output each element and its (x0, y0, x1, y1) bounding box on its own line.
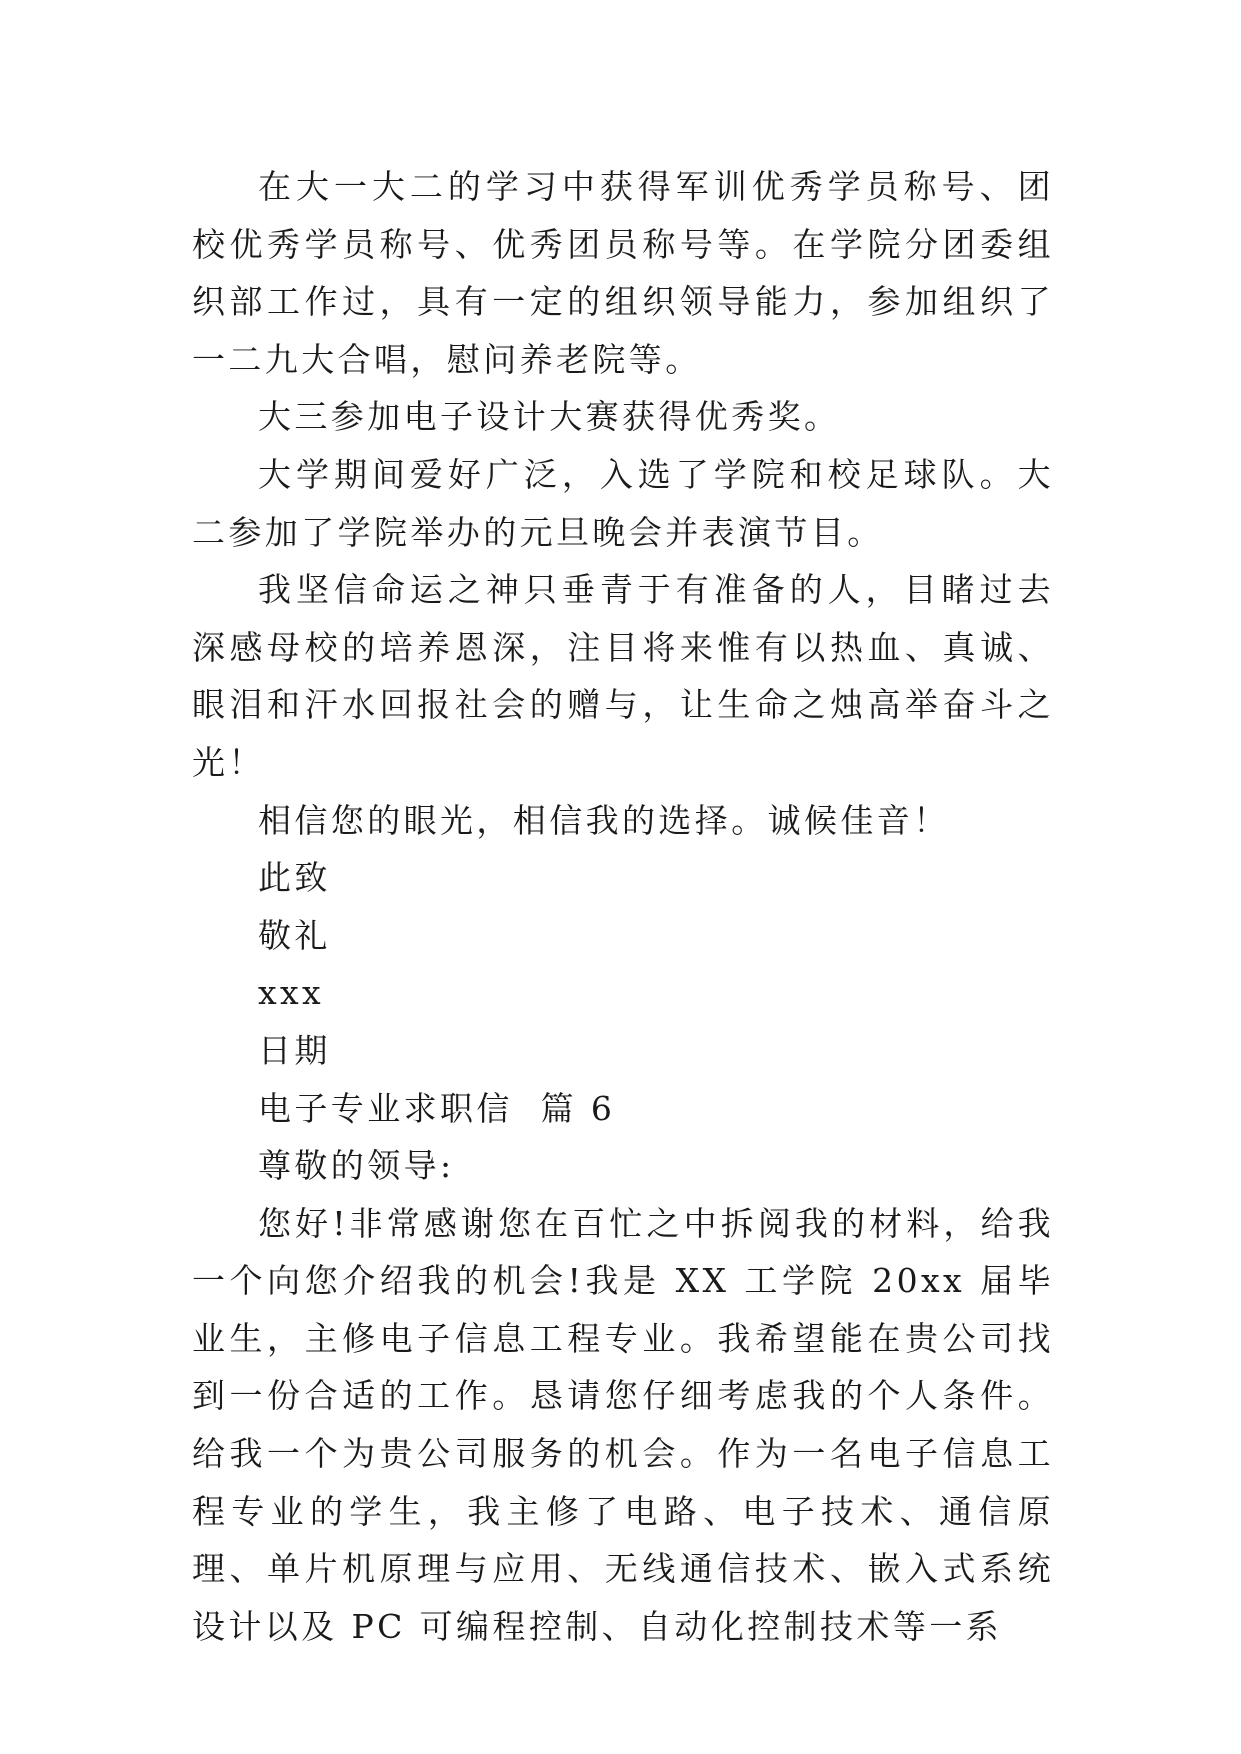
paragraph-belief: 我坚信命运之神只垂青于有准备的人，目睹过去深感母校的培养恩深，注目将来惟有以热血、真诚、眼泪和汗水回报社会的赠与，让生命之烛高举奋斗之光！ (192, 570, 1054, 782)
paragraph-trust: 相信您的眼光，相信我的选择。诚候佳音！ (258, 800, 950, 840)
document-body (192, 158, 1054, 1655)
section-title: 电子专业求职信 篇 6 (258, 1088, 616, 1128)
paragraph-hobbies: 大学期间爱好广泛，入选了学院和校足球队。大二参加了学院举办的元旦晚会并表演节目。 (192, 454, 1054, 552)
date-line: 日期 (258, 1030, 331, 1070)
salute-line: 敬礼 (258, 915, 331, 955)
signature-line: xxx (258, 973, 325, 1013)
greeting-line: 尊敬的领导: (258, 1146, 455, 1186)
closing-line: 此致 (258, 858, 331, 898)
paragraph-honors: 在大一大二的学习中获得军训优秀学员称号、团校优秀学员称号、优秀团员称号等。在学院分团委组织部工作过，具有一定的组织领导能力，参加组织了一二九大合唱，慰问养老院等。 (192, 167, 1054, 379)
paragraph-award: 大三参加电子设计大赛获得优秀奖。 (258, 397, 841, 437)
paragraph-intro: 您好!非常感谢您在百忙之中拆阅我的材料，给我一个向您介绍我的机会!我是 XX 工学院 20xx 届毕业生，主修电子信息工程专业。我希望能在贵公司找到一份合适的工作。恳请您仔细考虑我的个人条件。给我一个为贵公司服务的机会。作为一名电子信息工程专业的学生，我主修了电路、电子技术、通信原理、单片机原理与应用、无线通信技术、嵌入式系统设计以及 PC 可编程控制、自动化控制技术等一系 (192, 1203, 1054, 1646)
